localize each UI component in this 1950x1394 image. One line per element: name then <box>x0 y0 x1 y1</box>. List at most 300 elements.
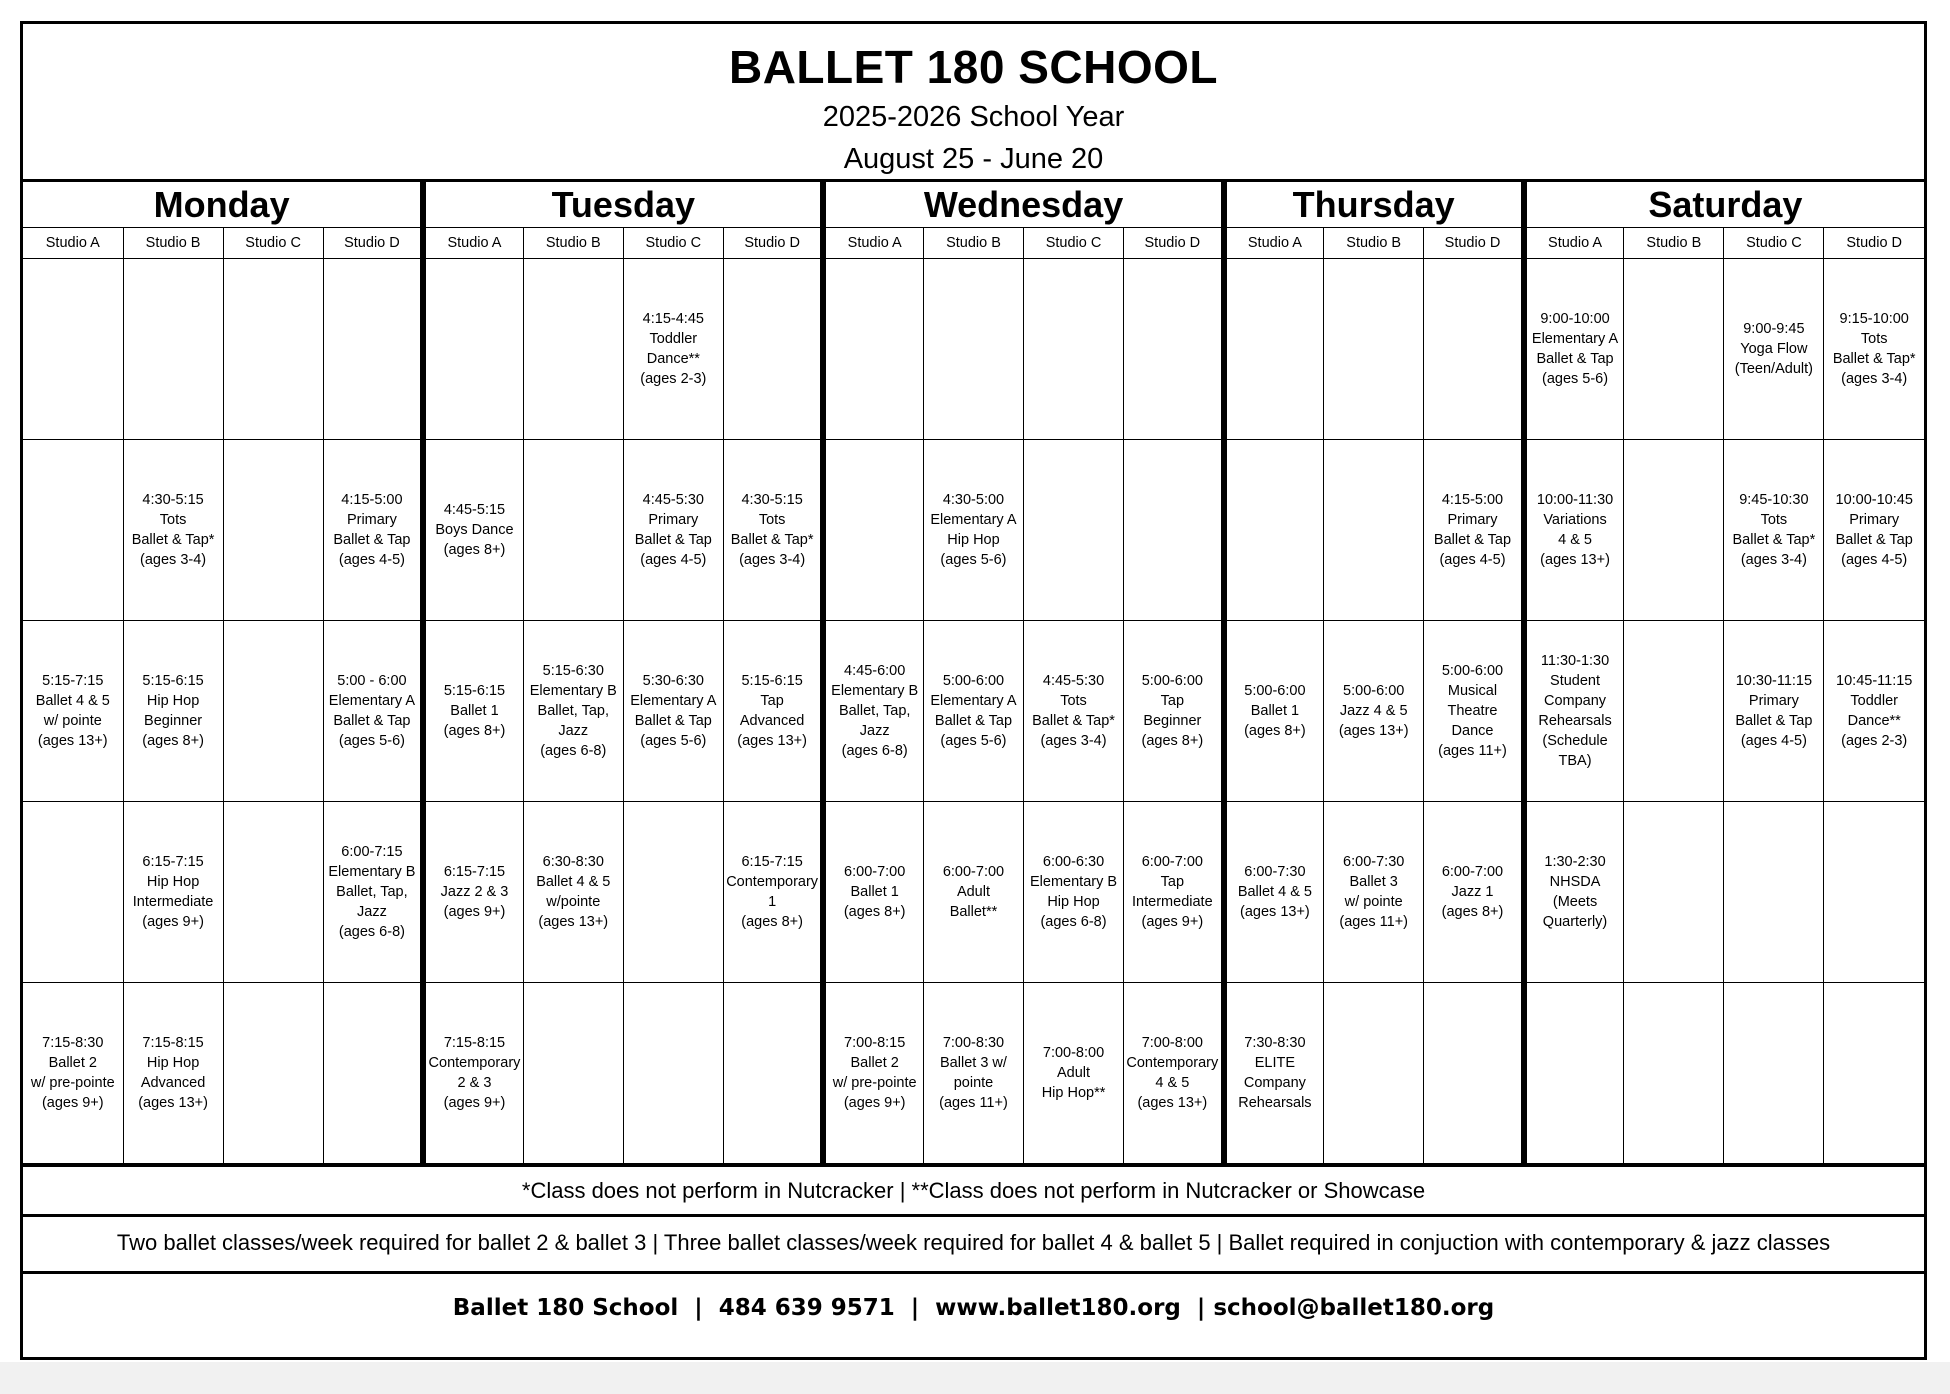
class-cell-line: 4:45-5:15 <box>443 502 506 518</box>
class-cell-line: Tots <box>159 512 187 528</box>
class-cell-line: (ages 5-6) <box>940 552 1007 568</box>
class-cell <box>923 983 1023 1164</box>
class-cell-line: 5:00-6:00 <box>1141 673 1203 689</box>
empty-cell <box>323 983 423 1164</box>
class-cell-line: Ballet & Tap <box>934 713 1013 729</box>
class-cell-line: 6:00-7:00 <box>1141 854 1203 870</box>
class-cell-line: 2 & 3 <box>457 1075 492 1091</box>
class-cell-line: Yoga Flow <box>1740 341 1808 357</box>
class-cell <box>823 983 923 1164</box>
class-cell-line: (ages 4-5) <box>338 552 405 568</box>
class-cell-line: Ballet & Tap <box>1735 713 1813 729</box>
studio-header-thursday-studio-a: Studio A <box>1224 228 1324 259</box>
class-cell-line: 5:00-6:00 <box>1441 663 1504 679</box>
class-cell-line: Contemporary <box>1126 1055 1219 1071</box>
class-cell-line: Theatre <box>1447 703 1498 719</box>
class-cell <box>1124 621 1224 802</box>
class-cell-line: Ballet & Tap* <box>730 532 814 548</box>
class-cell-line: Intermediate <box>1132 894 1213 910</box>
class-cell-line: Elementary A <box>1531 331 1619 347</box>
class-cell-line: Elementary B <box>328 864 416 880</box>
class-cell-line: 6:00-7:00 <box>1441 864 1504 880</box>
empty-cell <box>223 802 323 983</box>
class-cell-line: (Meets <box>1552 894 1598 910</box>
class-cell-line: (ages 13+) <box>1240 904 1310 920</box>
class-cell-line: Boys Dance <box>435 522 514 538</box>
class-cell-line: (ages 13+) <box>538 914 609 930</box>
class-cell-line: (Schedule <box>1542 733 1608 749</box>
class-cell-line: Contemporary <box>428 1055 521 1071</box>
class-cell-line: (ages 5-6) <box>640 733 707 749</box>
class-cell-line: 6:00-7:30 <box>1343 854 1405 870</box>
class-cell-line: ELITE <box>1254 1055 1296 1071</box>
empty-cell <box>1624 259 1724 440</box>
class-cell-line: Ballet & Tap <box>333 713 411 729</box>
empty-cell <box>323 259 423 440</box>
empty-cell <box>523 983 623 1164</box>
class-cell-line: Hip Hop <box>146 1055 200 1071</box>
class-cell <box>123 621 223 802</box>
class-cell-line: Jazz <box>357 904 387 920</box>
empty-cell <box>523 259 623 440</box>
class-cell <box>1724 621 1824 802</box>
class-cell-line: (ages 3-4) <box>1740 552 1807 568</box>
class-cell-line: 1 <box>768 894 777 910</box>
ballet-requirement-note: Two ballet classes/week required for ballet 2 & ballet 3 | Three ballet classes/week required for ballet 4 & ballet 5 | Ballet required in conjuction with contemporary & jazz classes <box>23 1217 1924 1274</box>
class-cell-line: Ballet & Tap* <box>131 532 215 548</box>
class-cell <box>1124 983 1224 1164</box>
empty-cell <box>623 802 723 983</box>
class-cell-line: (ages 8+) <box>741 914 803 930</box>
class-cell <box>1424 802 1524 983</box>
class-cell-line: Ballet & Tap* <box>1732 532 1816 548</box>
class-cell-line: 4:30-5:15 <box>142 492 204 508</box>
class-cell-line: Primary <box>1849 512 1900 528</box>
class-cell <box>1724 440 1824 621</box>
empty-cell <box>23 802 123 983</box>
class-cell-line: Tots <box>758 512 786 528</box>
class-cell-line: (ages 9+) <box>142 914 204 930</box>
empty-cell <box>1024 440 1124 621</box>
class-cell <box>23 983 123 1164</box>
class-cell-line: Ballet & Tap <box>1433 532 1512 548</box>
schedule-header <box>23 24 1924 182</box>
class-cell-line: 5:00-6:00 <box>1343 683 1405 699</box>
class-cell <box>1024 983 1124 1164</box>
class-cell-line: Ballet 1 <box>450 703 499 719</box>
class-cell <box>1524 802 1624 983</box>
class-cell-line: Dance** <box>646 351 700 367</box>
class-cell-line: Elementary A <box>930 693 1017 709</box>
class-cell <box>123 802 223 983</box>
empty-cell <box>1224 259 1324 440</box>
class-cell-line: Jazz 4 & 5 <box>1339 703 1408 719</box>
empty-cell <box>223 259 323 440</box>
class-cell-line: (ages 8+) <box>443 542 506 558</box>
class-cell-line: 5:00-6:00 <box>1244 683 1306 699</box>
class-cell <box>1324 802 1424 983</box>
class-cell <box>423 621 523 802</box>
class-cell <box>1524 259 1624 440</box>
class-cell-line: Advanced <box>140 1075 206 1091</box>
class-cell-line: Ballet 2 <box>850 1055 899 1071</box>
class-cell-line: Ballet 2 <box>48 1055 97 1071</box>
class-cell-line: 4:15-4:45 <box>642 311 704 327</box>
class-cell <box>1124 802 1224 983</box>
class-cell-line: Ballet** <box>949 904 998 920</box>
class-cell-line: 11:30-1:30 <box>1540 653 1610 669</box>
class-cell-line: 6:00-7:00 <box>844 864 906 880</box>
class-cell-line: Elementary A <box>630 693 717 709</box>
class-cell-line: 4:15-5:00 <box>1441 492 1504 508</box>
class-cell-line: Intermediate <box>132 894 214 910</box>
class-cell <box>923 440 1023 621</box>
class-schedule-table <box>23 182 1924 1164</box>
class-cell-line: Dance <box>1451 723 1494 739</box>
class-cell-line: (ages 3-4) <box>1040 733 1107 749</box>
class-cell-line: Ballet 1 <box>850 884 899 900</box>
empty-cell <box>1624 621 1724 802</box>
studio-header-thursday-studio-b: Studio B <box>1324 228 1424 259</box>
empty-cell <box>1824 983 1924 1164</box>
class-cell <box>423 802 523 983</box>
class-cell-line: 6:30-8:30 <box>542 854 604 870</box>
class-cell-line: 7:00-8:30 <box>942 1035 1005 1051</box>
day-header-saturday: Saturday <box>1524 182 1924 228</box>
class-cell-line: (ages 3-4) <box>140 552 207 568</box>
class-cell-line: Rehearsals <box>1538 713 1612 729</box>
class-cell-line: Hip Hop <box>146 874 200 890</box>
class-cell-line: 6:15-7:15 <box>142 854 204 870</box>
class-cell-line: 7:00-8:00 <box>1141 1035 1203 1051</box>
studio-header-thursday-studio-d: Studio D <box>1424 228 1524 259</box>
class-cell-line: Ballet 4 & 5 <box>1237 884 1312 900</box>
class-cell-line: 10:30-11:15 <box>1735 673 1813 689</box>
class-cell <box>23 621 123 802</box>
class-cell-line: 6:00-7:30 <box>1244 864 1306 880</box>
class-cell <box>1524 440 1624 621</box>
class-cell-line: (ages 13+) <box>1540 552 1610 568</box>
class-cell-line: w/pointe <box>546 894 601 910</box>
class-cell <box>1324 621 1424 802</box>
date-range: August 25 - June 20 <box>843 143 1104 175</box>
day-header-monday: Monday <box>23 182 423 228</box>
class-cell-line: (ages 3-4) <box>1841 371 1908 387</box>
class-cell-line: Ballet, Tap, <box>838 703 911 719</box>
class-cell <box>923 802 1023 983</box>
class-cell-line: 5:00 - 6:00 <box>337 673 407 689</box>
class-cell-line: Ballet & Tap <box>1835 532 1913 548</box>
class-cell-line: Beginner <box>144 713 203 729</box>
class-cell-line: (ages 11+) <box>1438 743 1507 759</box>
class-cell <box>1824 259 1924 440</box>
empty-cell <box>523 440 623 621</box>
class-cell <box>123 440 223 621</box>
empty-cell <box>1224 440 1324 621</box>
time-slot-row <box>23 259 1924 440</box>
class-cell-line: Ballet, Tap, <box>336 884 408 900</box>
class-cell-line: 5:30-6:30 <box>642 673 704 689</box>
class-cell-line: Hip Hop <box>947 532 1000 548</box>
class-cell <box>623 621 723 802</box>
studio-header-wednesday-studio-a: Studio A <box>823 228 923 259</box>
class-cell-line: Tots <box>1060 693 1087 709</box>
class-cell-line: 1:30-2:30 <box>1544 854 1606 870</box>
day-header-wednesday: Wednesday <box>823 182 1223 228</box>
studio-header-monday-studio-b: Studio B <box>123 228 223 259</box>
studio-header-tuesday-studio-d: Studio D <box>723 228 823 259</box>
class-cell-line: (ages 13+) <box>737 733 807 749</box>
studio-header-saturday-studio-b: Studio B <box>1624 228 1724 259</box>
class-cell-line: 4:45-6:00 <box>844 663 906 679</box>
class-cell-line: Toddler <box>1850 693 1898 709</box>
class-cell <box>1024 621 1124 802</box>
studio-header-saturday-studio-a: Studio A <box>1524 228 1624 259</box>
class-cell-line: (ages 6-8) <box>841 743 908 759</box>
class-cell-line: 4 & 5 <box>1558 532 1592 548</box>
class-cell <box>323 440 423 621</box>
class-cell-line: (ages 2-3) <box>640 371 707 387</box>
class-cell-line: 10:00-11:30 <box>1536 492 1614 508</box>
class-cell <box>623 259 723 440</box>
class-cell-line: Hip Hop** <box>1041 1085 1106 1101</box>
class-cell-line: Rehearsals <box>1238 1095 1312 1111</box>
class-cell-line: Tap <box>1160 693 1185 709</box>
class-cell-line: Tots <box>1860 331 1888 347</box>
class-cell-line: Ballet 4 & 5 <box>35 693 110 709</box>
studio-header-tuesday-studio-a: Studio A <box>423 228 523 259</box>
studio-header-wednesday-studio-b: Studio B <box>923 228 1023 259</box>
class-cell <box>323 621 423 802</box>
empty-cell <box>123 259 223 440</box>
class-cell-line: Jazz <box>859 723 890 739</box>
studio-header-row <box>23 228 1924 259</box>
class-cell-line: Ballet 4 & 5 <box>536 874 611 890</box>
class-cell-line: Hip Hop <box>1047 894 1100 910</box>
studio-header-saturday-studio-c: Studio C <box>1724 228 1824 259</box>
class-cell-line: 4:45-5:30 <box>1042 673 1105 689</box>
class-cell-line: 7:15-8:15 <box>443 1035 506 1051</box>
empty-cell <box>1624 802 1724 983</box>
empty-cell <box>623 983 723 1164</box>
class-cell-line: (ages 8+) <box>1141 733 1204 749</box>
class-cell-line: (ages 5-6) <box>338 733 405 749</box>
class-cell-line: Ballet & Tap <box>1536 351 1614 367</box>
class-cell-line: Tap <box>1160 874 1185 890</box>
class-cell <box>1224 802 1324 983</box>
empty-cell <box>1624 983 1724 1164</box>
class-cell-line: Company <box>1544 693 1607 709</box>
class-cell-line: Primary <box>1447 512 1498 528</box>
class-cell-line: 4:45-5:30 <box>642 492 704 508</box>
class-cell-line: (ages 9+) <box>1141 914 1204 930</box>
empty-cell <box>1424 259 1524 440</box>
class-cell <box>1424 440 1524 621</box>
class-cell <box>523 621 623 802</box>
class-cell-line: (ages 8+) <box>443 723 506 739</box>
empty-cell <box>23 259 123 440</box>
class-cell-line: Hip Hop <box>146 693 200 709</box>
class-cell <box>623 440 723 621</box>
class-cell-line: 10:00-10:45 <box>1835 492 1913 508</box>
class-cell-line: (ages 8+) <box>1441 904 1504 920</box>
performance-note: *Class does not perform in Nutcracker | **Class does not perform in Nutcracker or Showcase <box>23 1164 1924 1217</box>
class-cell <box>1424 621 1524 802</box>
empty-cell <box>1724 802 1824 983</box>
class-cell-line: (ages 13+) <box>1137 1095 1208 1111</box>
class-cell-line: (ages 2-3) <box>1841 733 1908 749</box>
class-cell-line: (ages 13+) <box>1338 723 1409 739</box>
class-cell-line: Variations <box>1543 512 1607 528</box>
class-cell <box>423 440 523 621</box>
empty-cell <box>1724 983 1824 1164</box>
studio-header-monday-studio-a: Studio A <box>23 228 123 259</box>
class-cell-line: 4:30-5:00 <box>942 492 1005 508</box>
class-cell-line: Primary <box>346 512 397 528</box>
empty-cell <box>223 440 323 621</box>
class-cell-line: 9:00-9:45 <box>1743 321 1805 337</box>
class-cell-line: Tots <box>1760 512 1788 528</box>
class-cell-line: (ages 8+) <box>1244 723 1306 739</box>
class-cell-line: Ballet 3 <box>1349 874 1398 890</box>
class-cell-line: Elementary B <box>1030 874 1118 890</box>
class-cell-line: Adult <box>1056 1065 1091 1081</box>
class-cell <box>1524 621 1624 802</box>
class-cell-line: 6:00-6:30 <box>1042 854 1105 870</box>
time-slot-row <box>23 802 1924 983</box>
studio-header-monday-studio-d: Studio D <box>323 228 423 259</box>
school-title: BALLET 180 SCHOOL <box>728 41 1218 93</box>
class-cell <box>723 802 823 983</box>
class-cell-line: 5:15-7:15 <box>42 673 104 689</box>
empty-cell <box>1024 259 1124 440</box>
class-cell-line: TBA) <box>1558 753 1592 769</box>
empty-cell <box>1624 440 1724 621</box>
studio-header-wednesday-studio-c: Studio C <box>1024 228 1124 259</box>
time-slot-row <box>23 983 1924 1164</box>
empty-cell <box>1124 259 1224 440</box>
class-cell-line: (ages 9+) <box>41 1095 104 1111</box>
class-cell-line: (ages 13+) <box>138 1095 208 1111</box>
day-header-tuesday: Tuesday <box>423 182 823 228</box>
class-cell-line: (ages 13+) <box>37 733 108 749</box>
class-cell <box>923 621 1023 802</box>
class-cell-line: w/ pre-pointe <box>30 1075 115 1091</box>
class-cell-line: (ages 4-5) <box>640 552 707 568</box>
class-cell-line: Jazz 1 <box>1451 884 1494 900</box>
empty-cell <box>223 621 323 802</box>
class-cell-line: 6:15-7:15 <box>741 854 803 870</box>
class-cell <box>523 802 623 983</box>
class-cell-line: Tap <box>760 693 784 709</box>
class-cell-line: (ages 5-6) <box>940 733 1007 749</box>
studio-header-saturday-studio-d: Studio D <box>1824 228 1924 259</box>
class-cell-line: 7:00-8:15 <box>844 1035 906 1051</box>
empty-cell <box>1324 259 1424 440</box>
class-cell-line: Ballet 1 <box>1250 703 1300 719</box>
class-cell <box>1824 621 1924 802</box>
class-cell-line: (Teen/Adult) <box>1734 361 1813 377</box>
class-cell <box>1824 440 1924 621</box>
class-cell-line: (ages 6-8) <box>540 743 607 759</box>
empty-cell <box>723 259 823 440</box>
class-cell-line: Adult <box>956 884 990 900</box>
class-cell-line: Ballet 3 w/ <box>940 1055 1007 1071</box>
empty-cell <box>1124 440 1224 621</box>
empty-cell <box>1324 983 1424 1164</box>
class-cell-line: Jazz <box>558 723 589 739</box>
class-cell-line: 7:15-8:30 <box>42 1035 104 1051</box>
class-cell-line: (ages 3-4) <box>739 552 806 568</box>
class-cell-line: 5:15-6:15 <box>443 683 506 699</box>
class-cell-line: 5:15-6:15 <box>142 673 204 689</box>
class-cell-line: 9:15-10:00 <box>1839 311 1909 327</box>
class-cell <box>1224 621 1324 802</box>
class-cell-line: w/ pointe <box>43 713 102 729</box>
class-cell-line: (ages 9+) <box>843 1095 906 1111</box>
class-cell-line: 5:15-6:15 <box>741 673 803 689</box>
class-cell-line: Ballet & Tap <box>634 532 712 548</box>
class-cell-line: 6:00-7:15 <box>341 844 403 860</box>
class-cell-line: 4:15-5:00 <box>341 492 403 508</box>
class-cell-line: (ages 9+) <box>443 1095 506 1111</box>
class-cell-line: Ballet & Tap* <box>1032 713 1115 729</box>
contact-footer: Ballet 180 School | 484 639 9571 | www.ballet180.org | school@ballet180.org <box>452 1295 1495 1321</box>
class-cell-line: (ages 9+) <box>443 904 506 920</box>
class-cell-line: Toddler <box>649 331 698 347</box>
empty-cell <box>823 259 923 440</box>
class-cell-line: (ages 5-6) <box>1541 371 1609 387</box>
empty-cell <box>223 983 323 1164</box>
empty-cell <box>23 440 123 621</box>
class-cell-line: w/ pointe <box>1344 894 1403 910</box>
schedule-sheet <box>20 21 1927 1360</box>
studio-header-tuesday-studio-c: Studio C <box>623 228 723 259</box>
empty-cell <box>1824 802 1924 983</box>
class-cell-line: Jazz 2 & 3 <box>440 884 509 900</box>
page-bottom-margin <box>0 1362 1950 1394</box>
class-cell-line: Student <box>1550 673 1601 689</box>
class-cell <box>723 440 823 621</box>
empty-cell <box>723 983 823 1164</box>
class-cell-line: 6:15-7:15 <box>443 864 506 880</box>
class-cell-line: 7:15-8:15 <box>142 1035 204 1051</box>
day-header-thursday: Thursday <box>1224 182 1524 228</box>
class-cell-line: 5:15-6:30 <box>542 663 604 679</box>
class-cell-line: (ages 8+) <box>142 733 204 749</box>
class-cell-line: (ages 6-8) <box>338 924 405 940</box>
class-cell-line: 7:00-8:00 <box>1042 1045 1105 1061</box>
class-cell-line: Musical <box>1447 683 1498 699</box>
studio-header-tuesday-studio-b: Studio B <box>523 228 623 259</box>
class-cell-line: Elementary A <box>930 512 1017 528</box>
class-cell-line: 9:45-10:30 <box>1739 492 1809 508</box>
class-cell-line: Advanced <box>739 713 805 729</box>
class-cell <box>1024 802 1124 983</box>
time-slot-row <box>23 440 1924 621</box>
class-cell-line: Elementary B <box>529 683 617 699</box>
class-cell <box>323 802 423 983</box>
class-cell-line: Elementary B <box>831 683 919 699</box>
class-cell-line: 4 & 5 <box>1155 1075 1190 1091</box>
class-cell <box>823 802 923 983</box>
class-cell-line: Company <box>1243 1075 1306 1091</box>
class-cell-line: (ages 4-5) <box>1740 733 1807 749</box>
class-cell <box>1224 983 1324 1164</box>
class-cell-line: (ages 11+) <box>1339 914 1409 930</box>
class-cell-line: Ballet, Tap, <box>537 703 610 719</box>
studio-header-wednesday-studio-d: Studio D <box>1124 228 1224 259</box>
